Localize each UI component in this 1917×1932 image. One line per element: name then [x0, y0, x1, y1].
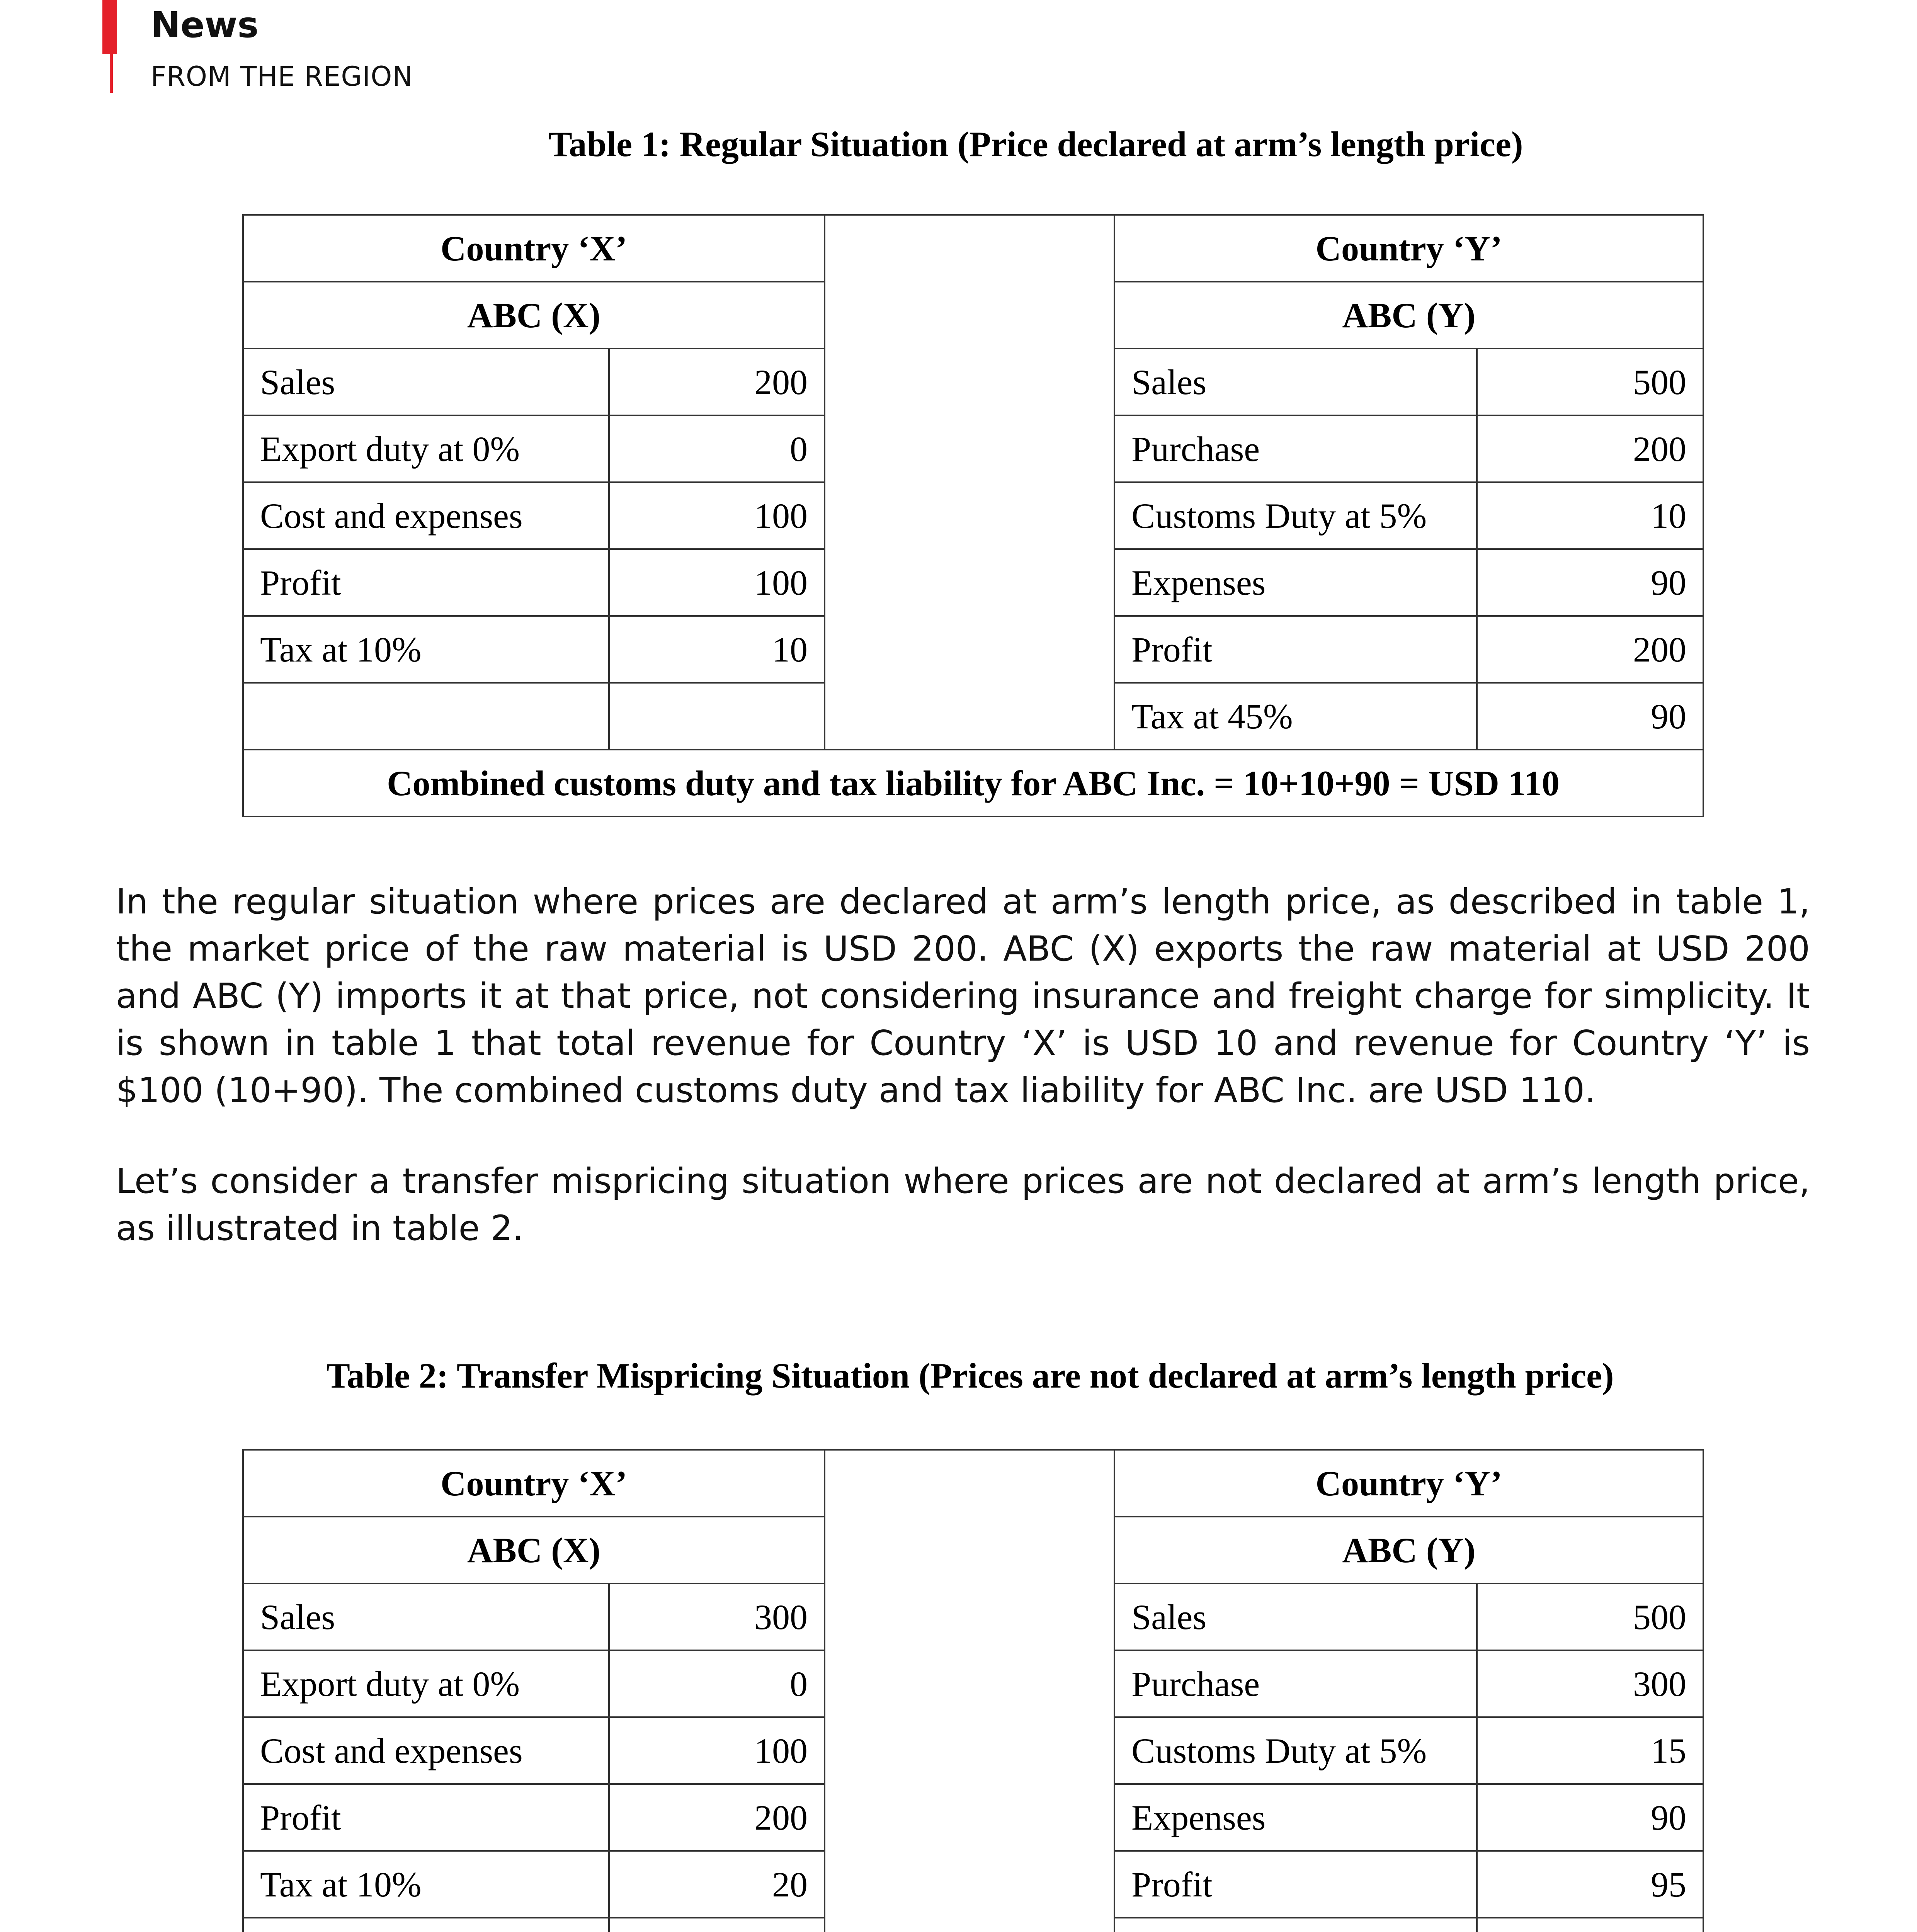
section-title: News	[151, 4, 259, 46]
right-label: Expenses	[1114, 549, 1477, 616]
left-company-header: ABC (X)	[243, 282, 825, 349]
right-value: 500	[1477, 349, 1703, 415]
right-label: Tax at 45%	[1114, 683, 1477, 750]
right-value: 10	[1477, 482, 1703, 549]
right-label: Customs Duty at 5%	[1114, 482, 1477, 549]
section-subtitle: FROM THE REGION	[151, 61, 413, 92]
left-value: 200	[609, 1784, 825, 1851]
left-label: Profit	[243, 549, 609, 616]
left-value: 20	[609, 1851, 825, 1918]
right-label: Customs Duty at 5%	[1114, 1717, 1477, 1784]
left-value: 0	[609, 415, 825, 482]
right-label: Purchase	[1114, 1650, 1477, 1717]
table-row	[243, 1450, 1703, 1517]
right-country-header: Country ‘Y’	[1114, 1450, 1703, 1517]
left-value: 100	[609, 482, 825, 549]
left-label: Tax at 10%	[243, 616, 609, 683]
left-value: 200	[609, 349, 825, 415]
right-company-header: ABC (Y)	[1114, 1517, 1703, 1583]
body-paragraph: In the regular situation where prices are declared at arm’s length price, as described in table 1, the market price of the raw material is USD 200. ABC (X) exports the raw material at USD 200 and ABC (Y) imports it at that price, not considering insurance and freight charge for simplicity. It is shown in table 1 that total revenue for Country ‘X’ is USD 10 and revenue for Country ‘Y’ is $100 (10+90). The combined customs duty and tax liability for ABC Inc. are USD 110.	[116, 881, 1810, 1110]
left-company-header: ABC (X)	[243, 1517, 825, 1583]
left-label	[243, 683, 609, 750]
left-label: Profit	[243, 1784, 609, 1851]
left-label	[243, 1918, 609, 1932]
right-value	[1477, 1918, 1703, 1932]
right-company-header: ABC (Y)	[1114, 282, 1703, 349]
right-label: Sales	[1114, 349, 1477, 415]
table-gap	[825, 215, 1114, 750]
right-label	[1114, 1918, 1477, 1932]
left-value: 10	[609, 616, 825, 683]
left-value: 300	[609, 1583, 825, 1650]
left-value: 100	[609, 1717, 825, 1784]
right-value: 200	[1477, 616, 1703, 683]
header-accent-stem	[110, 54, 113, 93]
left-label: Export duty at 0%	[243, 1650, 609, 1717]
right-value: 200	[1477, 415, 1703, 482]
right-label: Profit	[1114, 1851, 1477, 1918]
right-value: 15	[1477, 1717, 1703, 1784]
left-label: Export duty at 0%	[243, 415, 609, 482]
left-label: Sales	[243, 349, 609, 415]
table2	[242, 1449, 1704, 1932]
table-row	[243, 750, 1703, 816]
table-row	[243, 215, 1703, 282]
table1	[242, 214, 1704, 817]
left-country-header: Country ‘X’	[243, 215, 825, 282]
right-value: 90	[1477, 1784, 1703, 1851]
right-value: 500	[1477, 1583, 1703, 1650]
right-value: 90	[1477, 683, 1703, 750]
right-label: Sales	[1114, 1583, 1477, 1650]
left-label: Tax at 10%	[243, 1851, 609, 1918]
right-value: 90	[1477, 549, 1703, 616]
table2-caption: Table 2: Transfer Mispricing Situation (Prices are not declared at arm’s length price)	[326, 1356, 1614, 1395]
right-label: Profit	[1114, 616, 1477, 683]
table1-caption: Table 1: Regular Situation (Price declared at arm’s length price)	[548, 124, 1523, 164]
right-label: Purchase	[1114, 415, 1477, 482]
left-value	[609, 683, 825, 750]
left-value	[609, 1918, 825, 1932]
left-country-header: Country ‘X’	[243, 1450, 825, 1517]
right-value: 95	[1477, 1851, 1703, 1918]
left-label: Cost and expenses	[243, 482, 609, 549]
header-accent-bar	[102, 0, 117, 54]
right-country-header: Country ‘Y’	[1114, 215, 1703, 282]
left-value: 100	[609, 549, 825, 616]
table-gap	[825, 1450, 1114, 1932]
left-label: Sales	[243, 1583, 609, 1650]
right-label: Expenses	[1114, 1784, 1477, 1851]
left-value: 0	[609, 1650, 825, 1717]
left-label: Cost and expenses	[243, 1717, 609, 1784]
right-value: 300	[1477, 1650, 1703, 1717]
body-paragraph: Let’s consider a transfer mispricing situation where prices are not declared at arm’s length price, as illustrated in table 2.	[116, 1161, 1810, 1248]
table1-total: Combined customs duty and tax liability for ABC Inc. = 10+10+90 = USD 110	[243, 750, 1703, 816]
